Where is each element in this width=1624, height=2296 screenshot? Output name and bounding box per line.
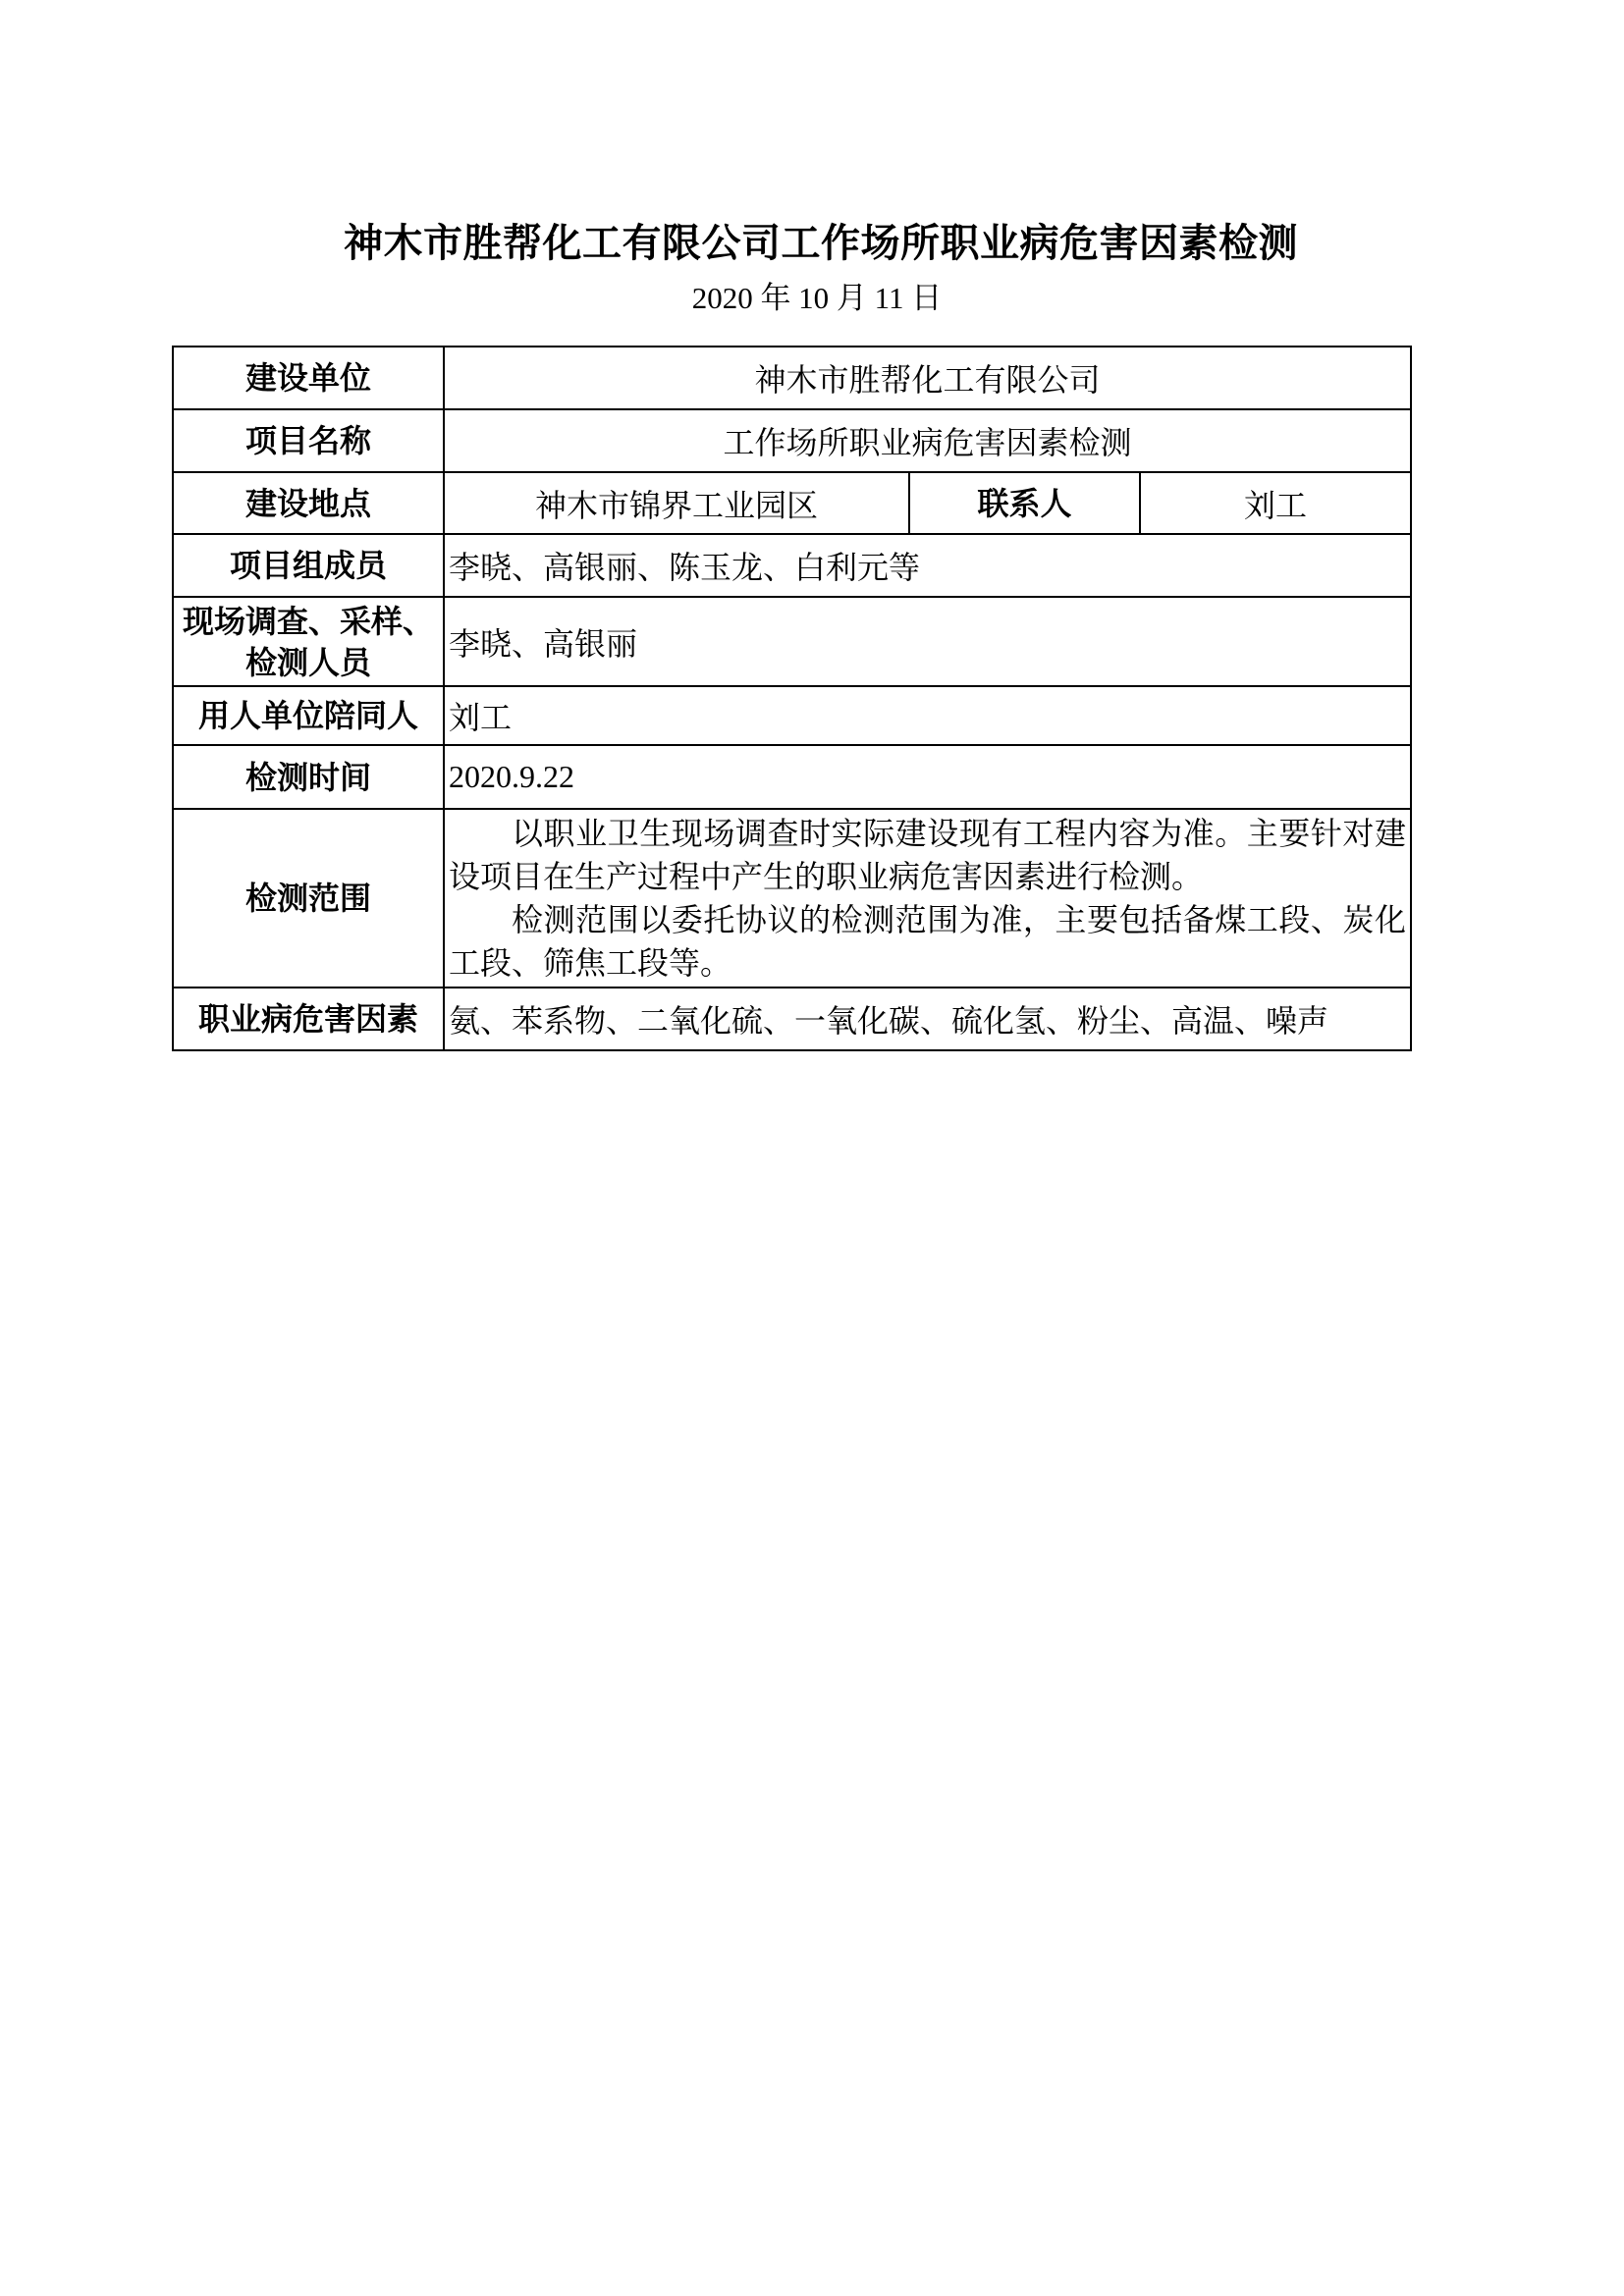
detection-time-value: 2020.9.22: [444, 745, 1411, 809]
table-row-escort: [173, 686, 1411, 745]
table-row-construction-unit: [173, 347, 1411, 409]
table-row-project-name: [173, 409, 1411, 472]
project-info-table: [172, 346, 1412, 1051]
table-row-location: [173, 472, 1411, 534]
document-date: 2020 年 10 月 11 日: [691, 281, 943, 315]
location-label: 建设地点: [173, 472, 444, 534]
team-value: 李晓、高银丽、陈玉龙、白利元等: [444, 534, 1411, 597]
field-staff-value: 李晓、高银丽: [444, 597, 1411, 686]
detection-scope-paragraph-2: 检测范围以委托协议的检测范围为准，主要包括备煤工段、炭化工段、筛焦工段等。: [449, 902, 1406, 981]
table-row-team: [173, 534, 1411, 597]
location-value: 神木市锦界工业园区: [444, 472, 909, 534]
detection-scope-label: 检测范围: [173, 809, 444, 988]
contact-value: 刘工: [1140, 472, 1411, 534]
table-row-hazard-factors: [173, 988, 1411, 1050]
construction-unit-value: 神木市胜帮化工有限公司: [444, 347, 1411, 409]
table-row-detection-scope: [173, 809, 1411, 988]
contact-label: 联系人: [909, 472, 1140, 534]
hazard-factors-value: 氨、苯系物、二氧化硫、一氧化碳、硫化氢、粉尘、高温、噪声: [444, 988, 1411, 1050]
hazard-factors-label: 职业病危害因素: [173, 988, 444, 1050]
escort-value: 刘工: [444, 686, 1411, 745]
detection-scope-paragraph-1: 以职业卫生现场调查时实际建设现有工程内容为准。主要针对建设项目在生产过程中产生的职业病危害因素进行检测。: [449, 816, 1406, 894]
page-title: 神木市胜帮化工有限公司工作场所职业病危害因素检测: [344, 221, 1298, 265]
escort-label: 用人单位陪同人: [173, 686, 444, 745]
project-name-value: 工作场所职业病危害因素检测: [444, 409, 1411, 472]
team-label: 项目组成员: [173, 534, 444, 597]
field-staff-label: 现场调查、采样、检测人员: [173, 597, 444, 686]
table-row-field-staff: [173, 597, 1411, 686]
project-name-label: 项目名称: [173, 409, 444, 472]
table-row-detection-time: [173, 745, 1411, 809]
detection-scope-value: [444, 809, 1411, 988]
detection-time-label: 检测时间: [173, 745, 444, 809]
construction-unit-label: 建设单位: [173, 347, 444, 409]
